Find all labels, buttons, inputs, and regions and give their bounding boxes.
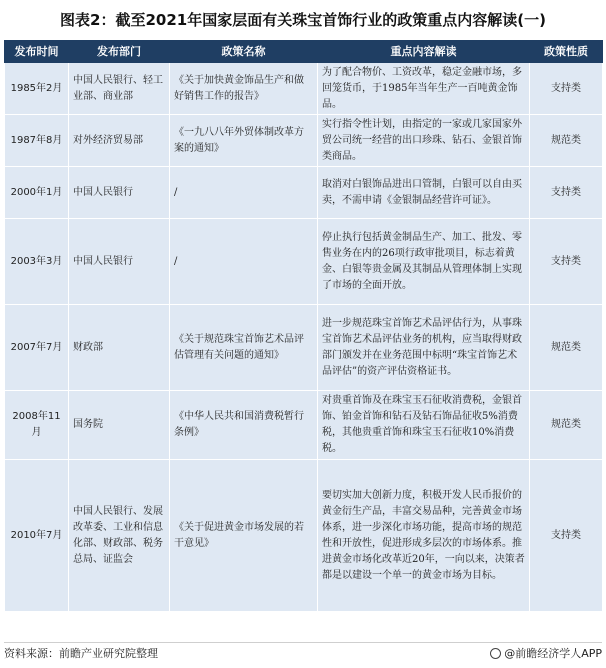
header-policy-nature: 政策性质 — [530, 41, 603, 63]
footer — [4, 642, 602, 663]
cell-department: 中国人民银行、发展改革委、工业和信息化部、财政部、税务总局、证监会 — [69, 460, 170, 612]
cell-date: 2000年1月 — [5, 167, 69, 219]
header-policy-name: 政策名称 — [170, 41, 318, 63]
cell-department: 中国人民银行、轻工业部、商业部 — [69, 63, 170, 115]
brand-logo-icon — [490, 648, 501, 659]
cell-policy-name: 《一九八八年外贸体制改革方案的通知》 — [170, 115, 318, 167]
cell-policy-nature: 支持类 — [530, 460, 603, 612]
cell-key-content: 要切实加大创新力度，积极开发人民币报价的黄金衍生产品，丰富交易品种，完善黄金市场体系，进一步深化市场功能，提高市场的规范性和开放性，促进形成多层次的市场体系。推进黄金市场化改革近20年，一向以来，决策者都是以建设一个单一的黄金市场为目标。 — [318, 460, 530, 612]
cell-date: 1985年2月 — [5, 63, 69, 115]
cell-policy-name: / — [170, 219, 318, 305]
table-row — [5, 305, 603, 391]
cell-department: 中国人民银行 — [69, 167, 170, 219]
cell-date: 2008年11月 — [5, 391, 69, 460]
header-department: 发布部门 — [69, 41, 170, 63]
cell-policy-nature: 规范类 — [530, 115, 603, 167]
cell-key-content: 对贵重首饰及在珠宝玉石征收消费税，金银首饰、铂金首饰和钻石及钻石饰品征收5%消费税，其他贵重首饰和珠宝玉石征收10%消费税。 — [318, 391, 530, 460]
cell-policy-nature: 规范类 — [530, 305, 603, 391]
cell-policy-nature: 支持类 — [530, 63, 603, 115]
policy-table — [4, 40, 603, 612]
brand-credit — [490, 645, 602, 661]
cell-policy-name: / — [170, 167, 318, 219]
table-header-row — [5, 41, 603, 63]
cell-policy-name: 《关于加快黄金饰品生产和做好销售工作的报告》 — [170, 63, 318, 115]
cell-department: 对外经济贸易部 — [69, 115, 170, 167]
chart-title: 图表2：截至2021年国家层面有关珠宝首饰行业的政策重点内容解读(一) — [60, 10, 546, 29]
cell-date: 2010年7月 — [5, 460, 69, 612]
cell-department: 中国人民银行 — [69, 219, 170, 305]
cell-policy-nature: 规范类 — [530, 391, 603, 460]
source-note: 资料来源：前瞻产业研究院整理 — [4, 647, 158, 660]
header-date: 发布时间 — [5, 41, 69, 63]
cell-department: 国务院 — [69, 391, 170, 460]
cell-policy-name: 《中华人民共和国消费税暂行条例》 — [170, 391, 318, 460]
cell-policy-nature: 支持类 — [530, 219, 603, 305]
brand-credit-label: @前瞻经济学人APP — [504, 647, 602, 660]
table-row — [5, 460, 603, 612]
table-row — [5, 167, 603, 219]
table-row — [5, 63, 603, 115]
cell-key-content: 停止执行包括黄金制品生产、加工、批发、零售业务在内的26项行政审批项目，标志着黄金、白银等贵金属及其制品从管理体制上实现了市场的全面开放。 — [318, 219, 530, 305]
table-row — [5, 115, 603, 167]
cell-date: 1987年8月 — [5, 115, 69, 167]
table-row — [5, 219, 603, 305]
cell-department: 财政部 — [69, 305, 170, 391]
cell-key-content: 取消对白银饰品进出口管制，白银可以自由买卖，不需申请《金银制品经营许可证》。 — [318, 167, 530, 219]
cell-date: 2003年3月 — [5, 219, 69, 305]
table-row — [5, 391, 603, 460]
cell-key-content: 实行指令性计划，由指定的一家或几家国家外贸公司统一经营的出口珍珠、钻石、金银首饰类商品。 — [318, 115, 530, 167]
header-key-content: 重点内容解读 — [318, 41, 530, 63]
cell-policy-name: 《关于规范珠宝首饰艺术品评估管理有关问题的通知》 — [170, 305, 318, 391]
cell-date: 2007年7月 — [5, 305, 69, 391]
cell-policy-name: 《关于促进黄金市场发展的若干意见》 — [170, 460, 318, 612]
cell-key-content: 为了配合物价、工资改革，稳定金融市场，多回笼货币，于1985年当年生产一百吨黄金饰品。 — [318, 63, 530, 115]
cell-policy-nature: 支持类 — [530, 167, 603, 219]
cell-key-content: 进一步规范珠宝首饰艺术品评估行为，从事珠宝首饰艺术品评估业务的机构，应当取得财政部门颁发并在业务范围中标明“珠宝首饰艺术品评估”的资产评估资格证书。 — [318, 305, 530, 391]
